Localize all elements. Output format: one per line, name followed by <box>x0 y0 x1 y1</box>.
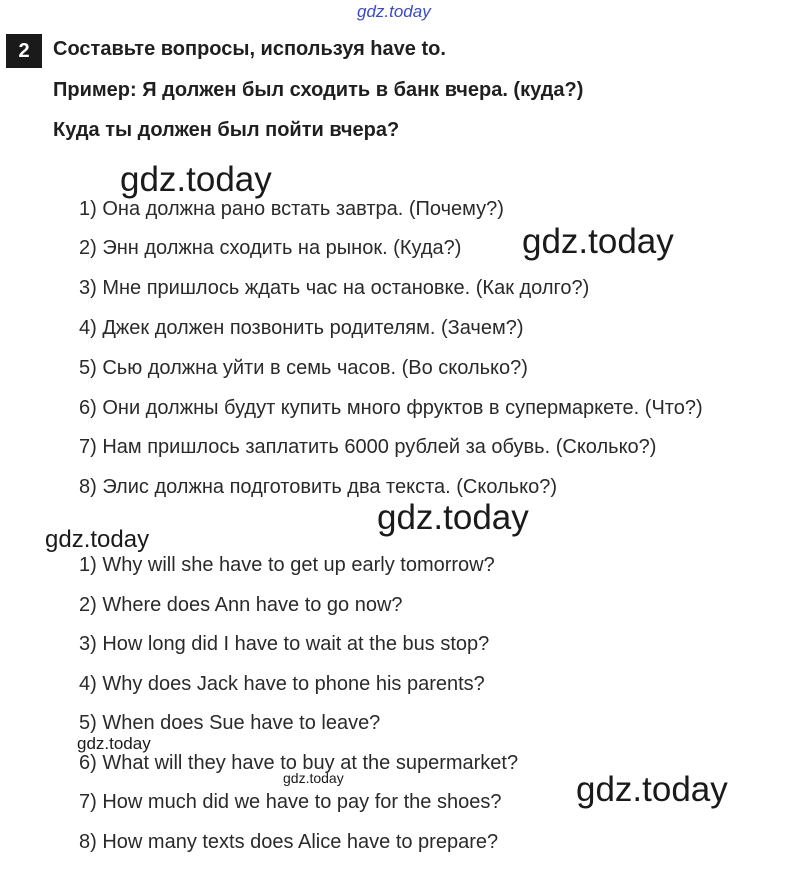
watermark: gdz.today <box>522 222 674 261</box>
exercise-number-badge: 2 <box>6 34 42 68</box>
statement-item: 6) Они должны будут купить много фруктов в супермаркете. (Что?) <box>79 397 703 419</box>
watermark: gdz.today <box>120 160 272 199</box>
answer-item: 6) What will they have to buy at the supermarket? <box>79 752 519 774</box>
answer-item: 2) Where does Ann have to go now? <box>79 594 403 616</box>
watermark: gdz.today <box>576 770 728 809</box>
statement-item: 3) Мне пришлось ждать час на остановке. (Как долго?) <box>79 277 590 299</box>
answer-item: 3) How long did I have to wait at the bus stop? <box>79 633 490 655</box>
answer-item: 5) When does Sue have to leave? <box>79 712 381 734</box>
answer-item: 8) How many texts does Alice have to prepare? <box>79 831 499 853</box>
answer-item: 7) How much did we have to pay for the shoes? <box>79 791 502 813</box>
statement-item: 4) Джек должен позвонить родителям. (Зачем?) <box>79 317 524 339</box>
watermark-top: gdz.today <box>357 2 431 21</box>
answer-item: 1) Why will she have to get up early tomorrow? <box>79 554 495 576</box>
answer-item: 4) Why does Jack have to phone his parents? <box>79 673 485 695</box>
exercise-instruction: Составьте вопросы, используя have to. <box>53 38 446 60</box>
statement-item: 1) Она должна рано встать завтра. (Почему?) <box>79 198 504 220</box>
exercise-example: Пример: Я должен был сходить в банк вчера. (куда?) <box>53 79 584 101</box>
exercise-example-answer: Куда ты должен был пойти вчера? <box>53 119 400 141</box>
watermark: gdz.today <box>45 526 150 553</box>
watermark: gdz.today <box>283 770 344 786</box>
watermark: gdz.today <box>77 734 151 753</box>
watermark: gdz.today <box>377 498 529 537</box>
statement-item: 8) Элис должна подготовить два текста. (Сколько?) <box>79 476 557 498</box>
statement-item: 7) Нам пришлось заплатить 6000 рублей за обувь. (Сколько?) <box>79 436 657 458</box>
statement-item: 5) Сью должна уйти в семь часов. (Во сколько?) <box>79 357 528 379</box>
statement-item: 2) Энн должна сходить на рынок. (Куда?) <box>79 237 462 259</box>
